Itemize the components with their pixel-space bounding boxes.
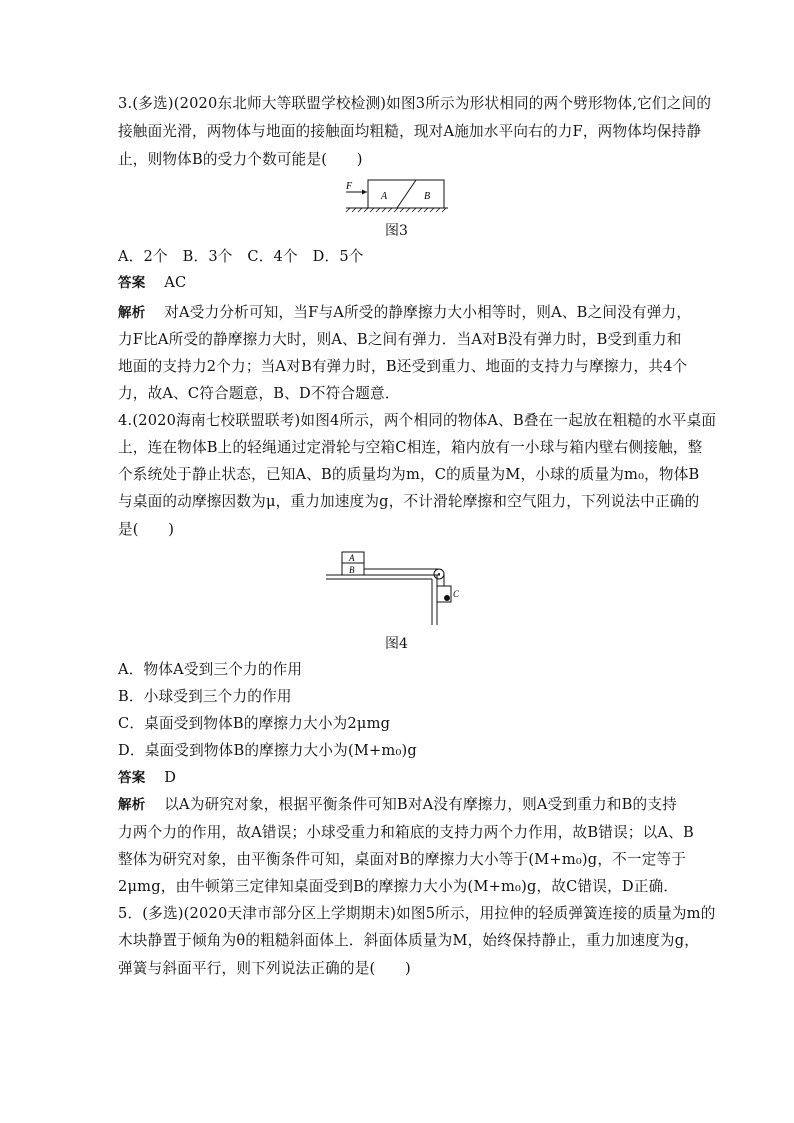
q4-line-2: 上，连在物体B上的轻绳通过定滑轮与空箱C相连，箱内放有一小球与箱内壁右侧接触，整 xyxy=(118,439,703,456)
q4-analysis-line-4: 2μmg，由牛顿第三定律知桌面受到B的摩擦力大小为(M+m₀)g，故C错误，D正确． xyxy=(118,878,679,895)
fig3-label-F: F xyxy=(346,181,353,192)
fig3-label-B: B xyxy=(424,191,431,202)
fig4-label-B: B xyxy=(349,565,355,575)
q4-option-d: D．桌面受到物体B的摩擦力大小为(M+m₀)g xyxy=(118,742,417,759)
answer-label: 答案 xyxy=(118,275,146,291)
q3-analysis-line-1 xyxy=(118,303,691,323)
q4-answer-value: D xyxy=(164,769,177,786)
q4-line-4: 与桌面的动摩擦因数为μ，重力加速度为g，不计滑轮摩擦和空气阻力，下列说法中正确的 xyxy=(118,493,700,510)
q3-analysis-text-1: 对A受力分析可知，当F与A所受的静摩擦力大小相等时，则A、B之间没有弹力， xyxy=(164,304,692,321)
answer-label: 答案 xyxy=(118,770,146,786)
q3-analysis-line-3: 地面的支持力2个力；当A对B有弹力时，B还受到重力、地面的支持力与摩擦力，共4个 xyxy=(118,358,688,375)
q3-answer-value: AC xyxy=(164,274,187,291)
figure-4-caption: 图4 xyxy=(385,636,408,652)
q5-line-3: 弹簧与斜面平行，则下列说法正确的是( ) xyxy=(118,960,411,977)
q4-line-5: 是( ) xyxy=(118,521,175,538)
fig3-label-A: A xyxy=(381,191,388,202)
figure-3-caption: 图3 xyxy=(385,223,408,239)
q4-option-b: B．小球受到三个力的作用 xyxy=(118,688,292,705)
analysis-label: 解析 xyxy=(118,797,146,813)
q3-analysis-line-4: 力，故A、C符合题意，B、D不符合题意． xyxy=(118,385,400,402)
q5-line-1: 5．(多选)(2020天津市部分区上学期期末)如图5所示，用拉伸的轻质弹簧连接的质量为m的 xyxy=(118,905,716,922)
q3-line-2: 接触面光滑，两物体与地面的接触面均粗糙，现对A施加水平向右的力F，两物体均保持静 xyxy=(118,123,702,140)
q4-line-3: 个系统处于静止状态，已知A、B的质量均为m，C的质量为M，小球的质量为m₀，物体B xyxy=(118,466,700,483)
q5-line-2: 木块静置于倾角为θ的粗糙斜面体上．斜面体质量为M，始终保持静止，重力加速度为g， xyxy=(118,932,700,949)
fig4-label-A: A xyxy=(349,553,355,563)
q4-answer xyxy=(118,768,176,788)
q4-option-a: A．物体A受到三个力的作用 xyxy=(118,661,303,678)
q4-analysis-line-3: 整体为研究对象，由平衡条件可知，桌面对B的摩擦力大小等于(M+m₀)g，不一定等于 xyxy=(118,851,687,868)
analysis-label: 解析 xyxy=(118,305,146,321)
figure-3-wedges xyxy=(340,176,450,216)
figure-4-pulley-system xyxy=(322,545,472,630)
q3-line-1: 3.(多选)(2020东北师大等联盟学校检测)如图3所示为形状相同的两个劈形物体,它们之间的 xyxy=(118,95,712,112)
q4-option-c: C．桌面受到物体B的摩擦力大小为2μmg xyxy=(118,715,391,732)
q4-analysis-line-2: 力两个力的作用，故A错误；小球受重力和箱底的支持力两个力作用，故B错误；以A、B xyxy=(118,824,694,841)
q3-options: A．2个 B．3个 C．4个 D．5个 xyxy=(118,248,364,265)
q3-line-3: 止，则物体B的受力个数可能是( ) xyxy=(118,151,363,168)
q4-line-1: 4.(2020海南七校联盟联考)如图4所示，两个相同的物体A、B叠在一起放在粗糙的水平桌面 xyxy=(118,412,717,429)
fig4-label-C: C xyxy=(453,589,460,599)
q4-analysis-line-1 xyxy=(118,795,677,815)
q3-analysis-line-2: 力F比A所受的静摩擦力大时，则A、B之间有弹力．当A对B没有弹力时，B受到重力和 xyxy=(118,331,682,348)
q4-analysis-text-1: 以A为研究对象，根据平衡条件可知B对A没有摩擦力，则A受到重力和B的支持 xyxy=(164,796,677,813)
q3-answer xyxy=(118,273,186,293)
